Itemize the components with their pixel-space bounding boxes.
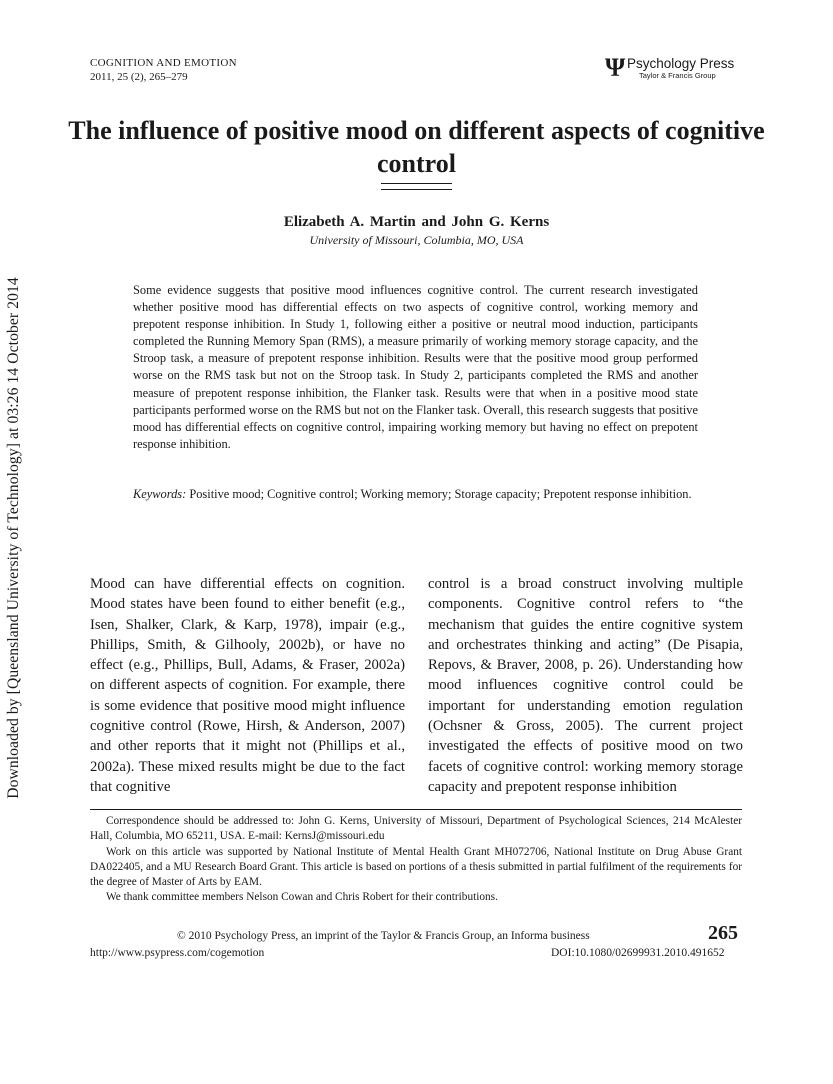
author-affiliation: University of Missouri, Columbia, MO, USA bbox=[309, 233, 524, 247]
keywords bbox=[133, 486, 698, 503]
body-column-right: control is a broad construct involving multiple components. Cognitive control refers to “the mechanism that guides the entire cognitive system and orchestrates thinking and acting” (De Pisapia, Repovs, & Braver, 2008, p. 26). Understanding how mood influences cognitive control could be important for understanding emotion regulation (Ochsner & Gross, 2005). The current project investigated the effects of positive mood on two facets of cognitive control: working memory storage capacity and prepotent response inhibition bbox=[428, 576, 743, 795]
psi-icon: Ψ bbox=[605, 53, 626, 82]
download-watermark bbox=[2, 277, 26, 799]
keywords-label: Keywords: bbox=[133, 487, 187, 501]
journal-citation: 2011, 25 (2), 265–279 bbox=[90, 71, 188, 83]
article-title: The influence of positive mood on different aspects of cognitive control bbox=[68, 116, 765, 178]
journal-url[interactable]: http://www.psypress.com/cogemotion bbox=[90, 947, 265, 959]
journal-name: COGNITION AND EMOTION bbox=[90, 57, 237, 69]
page-number: 265 bbox=[708, 922, 738, 944]
footnotes bbox=[90, 814, 742, 906]
body-column-left: Mood can have differential effects on cognition. Mood states have been found to either benefit (e.g., Isen, Shalker, Clark, & Karp, 1978), impair (e.g., Phillips, Smith, & Gilhooly, 2002b), or have no effect (e.g., Phillips, Bull, Adams, & Fraser, 2002a) on different aspects of cognition. For example, there is some evidence that positive mood might influence cognitive control (Rowe, Hirsh, & Anderson, 2007) and other reports that it might not (Phillips et al., 2002a). These mixed results might be due to the fact that cognitive bbox=[90, 576, 405, 795]
title-divider bbox=[381, 183, 452, 190]
copyright-notice: © 2010 Psychology Press, an imprint of the Taylor & Francis Group, an Informa business bbox=[177, 930, 590, 942]
journal-header bbox=[90, 56, 237, 84]
download-watermark-text: Downloaded by [Queensland University of Technology] at 03:26 14 October 2014 bbox=[5, 277, 22, 799]
article-authors: Elizabeth A. Martin and John G. Kerns bbox=[283, 214, 550, 230]
footnote-thanks: We thank committee members Nelson Cowan and Chris Robert for their contributions. bbox=[106, 891, 498, 904]
abstract: Some evidence suggests that positive mood influences cognitive control. The current research investigated whether positive mood has differential effects on two aspects of cognitive control, working memory and prepotent response inhibition. In Study 1, following either a positive or neutral mood induction, participants completed the Running Memory Span (RMS), a measure primarily of working memory storage capacity, and the Stroop task, a measure of prepotent response inhibition. Results were that the positive mood group performed worse on the RMS task but not on the Stroop task. In Study 2, participants completed the RMS and another measure of prepotent response inhibition, the Flanker task. Results were that when in a positive mood state participants performed worse on the RMS but not on the Flanker task. Overall, this research suggests that positive mood has differential effects on cognitive control, impairing working memory but having no effect on prepotent response inhibition. bbox=[133, 283, 698, 451]
article-doi[interactable]: DOI:10.1080/02699931.2010.491652 bbox=[551, 947, 725, 959]
publisher-logo bbox=[605, 53, 745, 86]
footnote-divider bbox=[90, 809, 742, 810]
publisher-name: Psychology Press bbox=[627, 56, 735, 71]
publisher-group: Taylor & Francis Group bbox=[639, 71, 716, 80]
footnote-funding: Work on this article was supported by National Institute of Mental Health Grant MH072706, National Institute on Drug Abuse Grant DA022405, and a MU Research Board Grant. This article is based on portions of a thesis submitted in partial fulfilment of the requirements for the degree of Master of Arts by EAM. bbox=[90, 845, 742, 889]
keywords-text: Positive mood; Cognitive control; Working memory; Storage capacity; Prepotent response inhibition. bbox=[189, 487, 692, 501]
footnote-correspondence: Correspondence should be addressed to: John G. Kerns, University of Missouri, Department of Psychological Sciences, 214 McAlester Hall, Columbia, MO 65211, USA. E-mail: KernsJ@missouri.edu bbox=[90, 815, 742, 843]
